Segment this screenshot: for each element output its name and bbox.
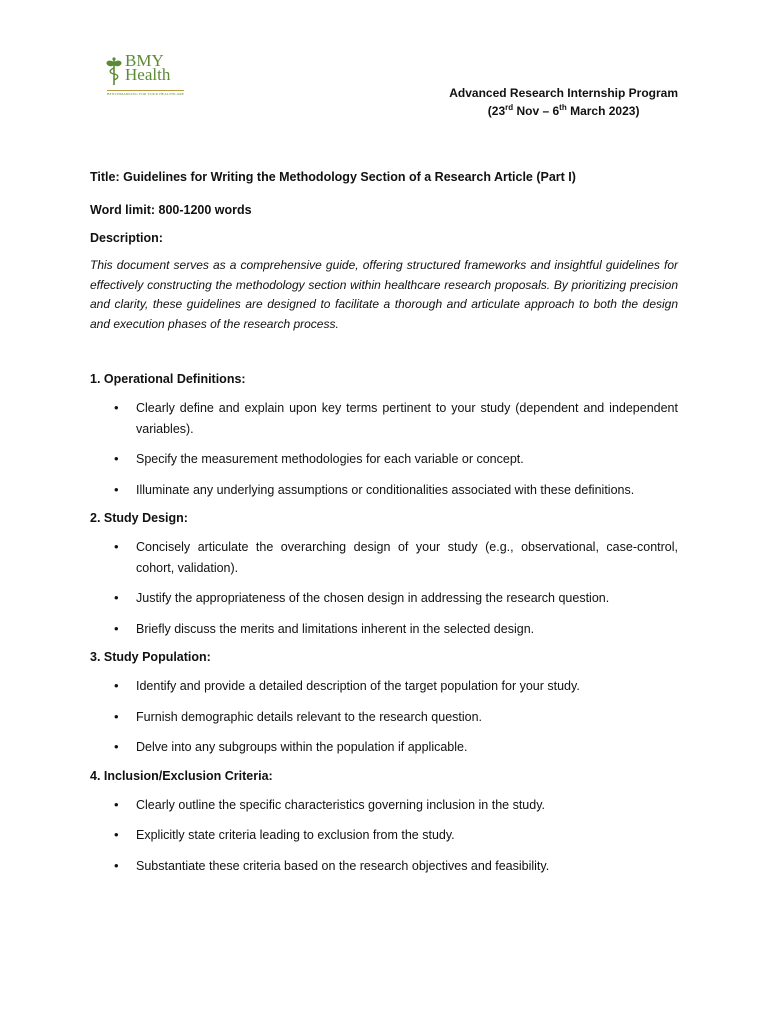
logo-tagline: BENCHMARKING FOR YOUR HEALTHCARE bbox=[107, 92, 185, 96]
list-item: • Concisely articulate the overarching design of your study (e.g., observational, case-control, cohort, validation). bbox=[90, 537, 678, 578]
description-text: This document serves as a comprehensive guide, offering structured frameworks and insightful guidelines for effectively constructing the methodology section within healthcare research proposals. By prioritizing precision and clarity, these guidelines are designed to facilitate a thorough and articulate approach to both the design and execution phases of the research process. bbox=[90, 258, 678, 331]
bullet-list bbox=[90, 537, 678, 639]
program-dates: (23rd Nov – 6th March 2023) bbox=[487, 103, 640, 118]
list-item: • Clearly define and explain upon key terms pertinent to your study (dependent and independent variables). bbox=[90, 398, 678, 439]
document-title: Title: Guidelines for Writing the Methodology Section of a Research Article (Part I) bbox=[90, 170, 576, 184]
bullet-list bbox=[90, 795, 678, 877]
word-limit: Word limit: 800-1200 words bbox=[90, 203, 252, 217]
list-item: • Explicitly state criteria leading to exclusion from the study. bbox=[90, 825, 678, 846]
list-item: • Briefly discuss the merits and limitations inherent in the selected design. bbox=[90, 619, 678, 640]
logo-brand-line2: Health bbox=[125, 65, 171, 84]
caduceus-icon bbox=[103, 56, 125, 86]
list-item: • Justify the appropriateness of the chosen design in addressing the research question. bbox=[90, 588, 678, 609]
section-heading: 1. Operational Definitions: bbox=[90, 372, 246, 386]
list-item: • Clearly outline the specific characteristics governing inclusion in the study. bbox=[90, 795, 678, 816]
program-header bbox=[449, 84, 678, 120]
section-heading: 2. Study Design: bbox=[90, 511, 188, 525]
description-heading: Description: bbox=[90, 231, 163, 245]
list-item: • Illuminate any underlying assumptions or conditionalities associated with these definitions. bbox=[90, 480, 678, 501]
document-body bbox=[90, 170, 678, 887]
program-name: Advanced Research Internship Program bbox=[449, 86, 678, 100]
bullet-list bbox=[90, 676, 678, 758]
logo-text bbox=[125, 51, 171, 84]
section-heading: 3. Study Population: bbox=[90, 650, 211, 664]
list-item: • Specify the measurement methodologies for each variable or concept. bbox=[90, 449, 678, 470]
bullet-list bbox=[90, 398, 678, 500]
list-item: • Identify and provide a detailed description of the target population for your study. bbox=[90, 676, 678, 697]
list-item: • Furnish demographic details relevant to the research question. bbox=[90, 707, 678, 728]
list-item: • Delve into any subgroups within the population if applicable. bbox=[90, 737, 678, 758]
section-heading: 4. Inclusion/Exclusion Criteria: bbox=[90, 768, 273, 783]
logo-brand-line1: BMY bbox=[125, 51, 164, 70]
bmy-health-logo bbox=[103, 52, 223, 100]
list-item: • Substantiate these criteria based on the research objectives and feasibility. bbox=[90, 856, 678, 877]
